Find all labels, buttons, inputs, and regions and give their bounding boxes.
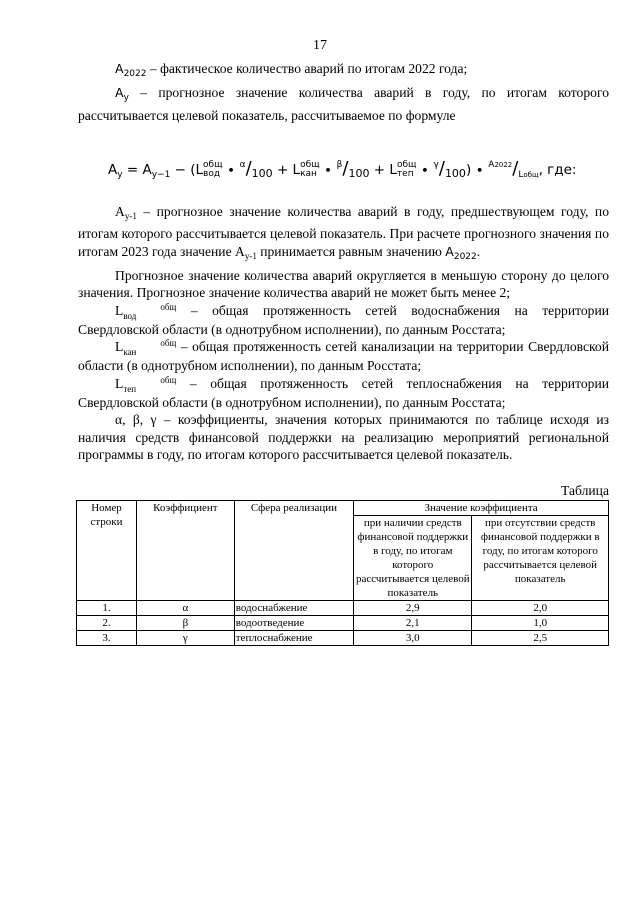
formula-lhs-sub: у bbox=[117, 169, 123, 180]
formula-L-obsh-sub: общ bbox=[523, 170, 539, 179]
text-ay-def: – прогнозное значение количества аварий в году, по итогам которого рассчитывается целевой показатель, рассчитываемое по формуле bbox=[78, 84, 609, 124]
symbol-sub-kan: кан bbox=[123, 347, 137, 358]
formula-tail: , где: bbox=[538, 161, 577, 178]
text-l-tep-def: – общая протяженность сетей теплоснабжения на территории Свердловской области (в однотрубном исполнении), по данным Росстата; bbox=[78, 375, 609, 410]
text-l-vod-def: – общая протяженность сетей водоснабжения на территории Свердловской области (в однотрубном исполнении), по данным Росстата; bbox=[78, 302, 609, 337]
table-row bbox=[77, 630, 609, 645]
table-row bbox=[77, 615, 609, 630]
text-l-kan-def: – общая протяженность сетей канализации на территории Свердловской области (в однотрубном исполнении), по данным Росстата; bbox=[78, 339, 609, 374]
cell-num: 2. bbox=[77, 615, 137, 630]
cell-num: 1. bbox=[77, 600, 137, 615]
header-value: Значение коэффициента bbox=[354, 500, 609, 515]
formula-div: / bbox=[438, 157, 445, 179]
symbol-sub-vod: вод bbox=[123, 310, 137, 321]
formula-sup-obsh: общ bbox=[396, 159, 417, 170]
formula-sup-obsh: общ bbox=[203, 159, 223, 170]
cell-with: 2,1 bbox=[354, 615, 472, 630]
cell-coef: α bbox=[136, 600, 234, 615]
page-number: 17 bbox=[313, 38, 327, 53]
symbol-sup-obsh: общ bbox=[160, 374, 177, 385]
formula-L-tep: L bbox=[389, 161, 397, 178]
cell-sphere: теплоснабжение bbox=[234, 630, 353, 645]
paragraph-coeffs: α, β, γ – коэффициенты, значения которых принимаются по таблице исходя из наличия средств финансовой поддержки на реализацию мероприятий региональной программы в году, по итогам которого рассчитывается целевой показатель. bbox=[78, 412, 609, 463]
formula-sup-obsh: общ bbox=[300, 159, 320, 170]
symbol-sub-year: 2022 bbox=[453, 251, 477, 262]
formula-beta: β bbox=[336, 159, 343, 170]
cell-sphere: водоснабжение bbox=[234, 600, 353, 615]
cell-coef: β bbox=[136, 615, 234, 630]
symbol-sub-tep: теп bbox=[123, 383, 137, 394]
header-without-support: при отсутствии средств финансовой поддержки в году, по итогам которого рассчитывается целевой показатель bbox=[472, 515, 609, 600]
cell-without: 1,0 bbox=[472, 615, 609, 630]
paragraph-a2022 bbox=[78, 60, 609, 84]
formula-a2022-sub: 2022 bbox=[494, 160, 513, 169]
formula-dot: ∙ bbox=[323, 161, 333, 178]
cell-without: 2,0 bbox=[472, 600, 609, 615]
symbol-sub-year: 2022 bbox=[123, 69, 147, 79]
symbol-L: L bbox=[115, 339, 124, 355]
symbol-a: А bbox=[115, 203, 125, 219]
paragraph-l-kan bbox=[78, 338, 609, 374]
symbol-sub-y1: у-1 bbox=[124, 210, 137, 221]
table-label: Таблица bbox=[561, 482, 609, 498]
document-body bbox=[78, 60, 609, 646]
formula-L-kan: L bbox=[292, 161, 301, 178]
symbol-a: А bbox=[115, 84, 124, 100]
cell-num: 3. bbox=[77, 630, 137, 645]
formula-div: / bbox=[512, 157, 519, 179]
text-ay1-def: – прогнозное значение количества аварий в году, предшествующем году, по итогам которого рассчитывается целевой показатель. При расчете прогнозного значения по итогам 2023 года значение А bbox=[78, 203, 609, 259]
paragraph-l-tep bbox=[78, 375, 609, 411]
text-a2022-def: – фактическое количество аварий по итогам 2022 года; bbox=[149, 61, 468, 76]
header-with-support: при наличии средств финансовой поддержки в году, по итогам которого рассчитывается целевой показатель bbox=[354, 515, 472, 600]
symbol-L: L bbox=[115, 375, 124, 391]
formula-plus: + bbox=[276, 161, 289, 178]
formula-dot: ∙ bbox=[226, 161, 236, 178]
cell-with: 3,0 bbox=[354, 630, 472, 645]
formula-lhs: А bbox=[108, 161, 118, 178]
formula-L-vod: L bbox=[195, 161, 204, 178]
header-sphere: Сфера реализации bbox=[234, 500, 353, 600]
formula-div: / bbox=[245, 157, 252, 179]
formula-sub-vod: вод bbox=[203, 168, 221, 179]
cell-without: 2,5 bbox=[472, 630, 609, 645]
symbol-sup-obsh: общ bbox=[160, 338, 177, 349]
cell-with: 2,9 bbox=[354, 600, 472, 615]
paragraph-rounding: Прогнозное значение количества аварий округляется в меньшую сторону до целого значения. Прогнозное значение количества аварий не может быть менее 2; bbox=[78, 267, 609, 301]
header-num: Номер строки bbox=[77, 500, 137, 600]
formula-dot: ∙ bbox=[475, 161, 484, 178]
formula bbox=[78, 145, 609, 189]
formula-hundred: 100 bbox=[348, 166, 370, 180]
symbol-a: А bbox=[115, 61, 124, 76]
formula-a2022: А bbox=[488, 159, 495, 170]
formula-a-prev-sub: у−1 bbox=[151, 169, 171, 180]
formula-eq: = bbox=[126, 161, 139, 178]
formula-plus: + bbox=[373, 161, 386, 178]
cell-sphere: водоотведение bbox=[234, 615, 353, 630]
formula-a-prev: А bbox=[142, 161, 152, 178]
formula-minus-paren: − ( bbox=[174, 161, 196, 178]
coefficients-table bbox=[76, 500, 609, 646]
formula-close: ) bbox=[465, 161, 472, 178]
header-coef: Коэффициент bbox=[136, 500, 234, 600]
formula-hundred: 100 bbox=[251, 166, 273, 180]
paragraph-ay1: $А_{у-1}$ – прогнозное значение количества аварий в году, предшествующем году, по итогам которого рассчитывается целевой показатель. При расчете прогнозного значения по итогам 2023 года значение $А_{у-1}$ принимается равным значению $А_{2022}$. bbox=[78, 203, 609, 262]
symbol-sup-obsh: общ bbox=[160, 301, 177, 312]
symbol-sub-y: у bbox=[123, 92, 129, 103]
symbol-sub-y1: у-1 bbox=[244, 250, 257, 261]
cell-coef: γ bbox=[136, 630, 234, 645]
paragraph-ay bbox=[78, 84, 609, 125]
symbol-a: А bbox=[445, 243, 454, 259]
formula-dot: ∙ bbox=[420, 161, 430, 178]
symbol-L: L bbox=[115, 302, 124, 318]
formula-sub-tep: теп bbox=[396, 168, 414, 179]
formula-hundred: 100 bbox=[444, 166, 466, 180]
formula-L-obsh: L bbox=[518, 169, 524, 180]
paragraph-l-vod bbox=[78, 302, 609, 338]
formula-gamma: γ bbox=[433, 159, 439, 170]
table-row bbox=[77, 600, 609, 615]
text-ay1-tail: принимается равным значению bbox=[260, 243, 442, 259]
formula-alpha: α bbox=[239, 159, 246, 170]
formula-sub-kan: кан bbox=[300, 168, 317, 179]
formula-div: / bbox=[342, 157, 349, 179]
